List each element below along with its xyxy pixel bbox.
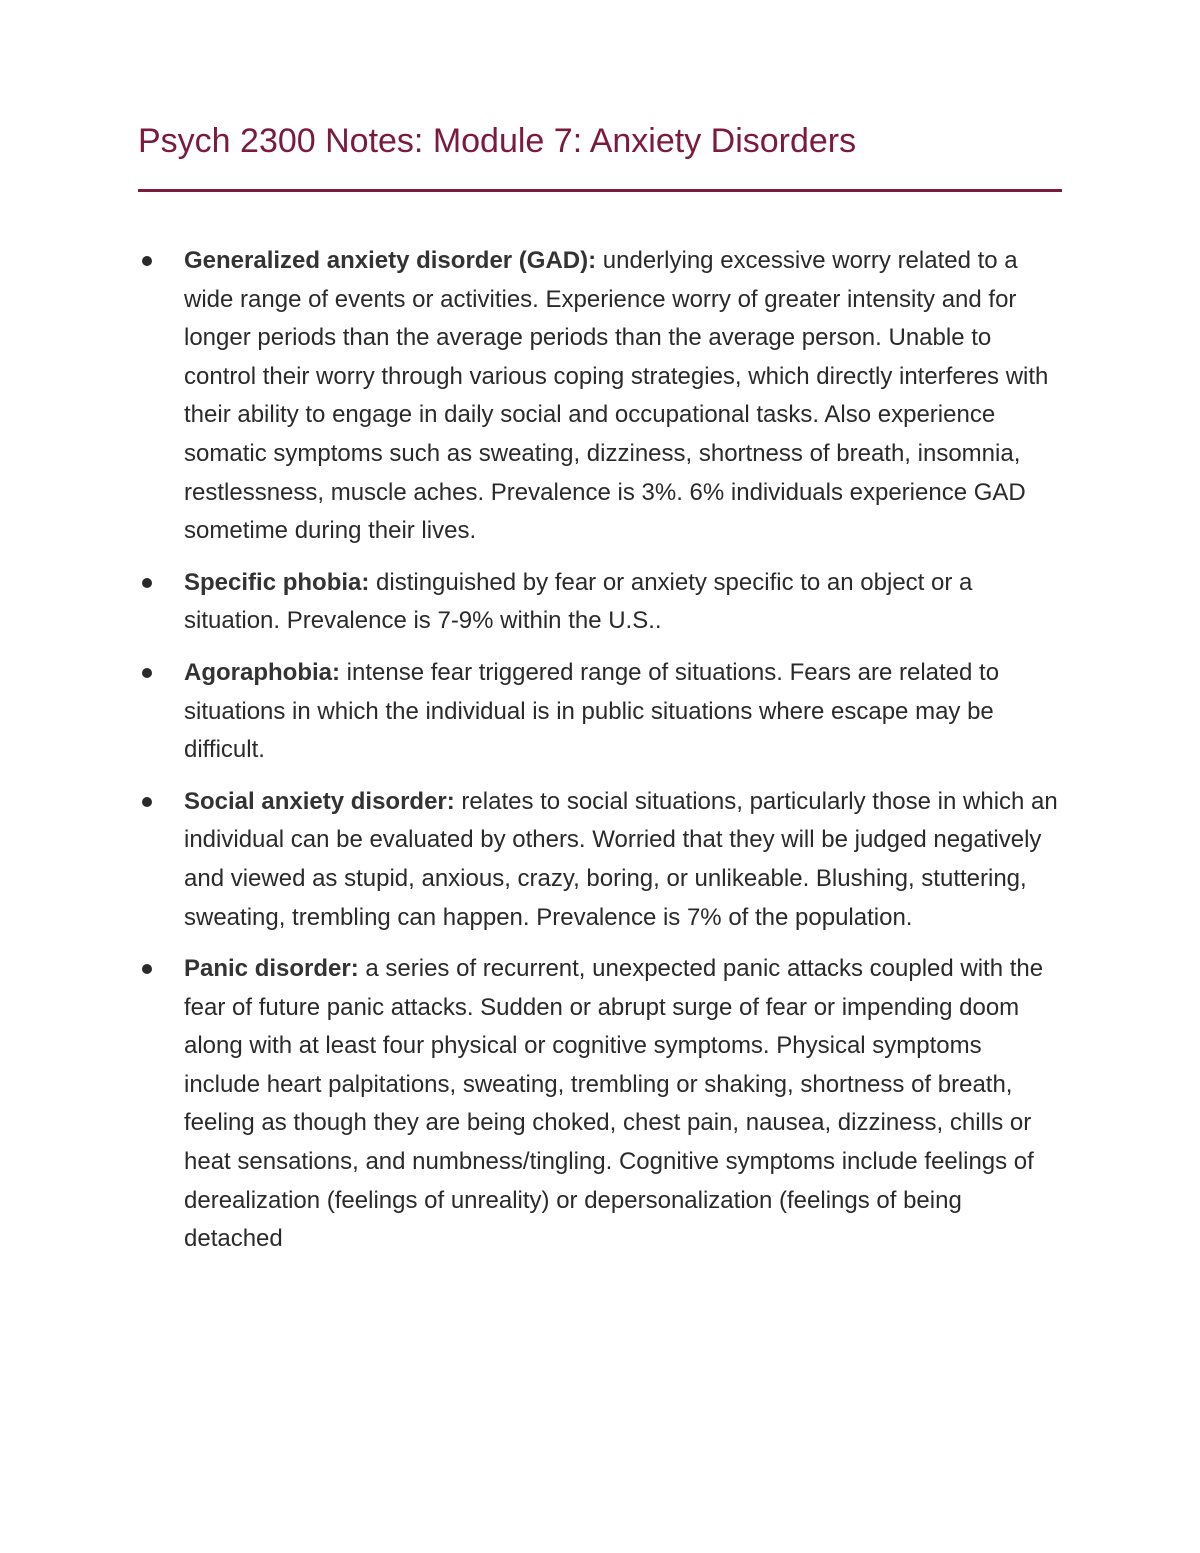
term-description: relates to social situations, particularly those in which an individual can be evaluated by others. Worried that they will be judged negatively and viewed as stupid, anxious, crazy, boring, or unlikeable. Blushing, stuttering, sweating, trembling can happen. Prevalence is 7% of the population. bbox=[184, 787, 1058, 931]
list-item-agoraphobia bbox=[184, 654, 1064, 770]
notes-list bbox=[184, 242, 1064, 1272]
term-description: distinguished by fear or anxiety specific to an object or a situation. Prevalence is 7-9% within the U.S.. bbox=[184, 568, 973, 635]
term-label: Specific phobia: bbox=[184, 568, 370, 596]
bullet-icon bbox=[142, 797, 152, 807]
bullet-icon bbox=[142, 578, 152, 588]
term-description: a series of recurrent, unexpected panic attacks coupled with the fear of future panic attacks. Sudden or abrupt surge of fear or impending doom along with at least four physical or cognitive symptoms. Physical symptoms include heart palpitations, sweating, trembling or shaking, shortness of breath, feeling as though they are being choked, chest pain, nausea, dizziness, chills or heat sensations, and numbness/tingling. Cognitive symptoms include feelings of derealization (feelings of unreality) or depersonalization (feelings of being detached bbox=[184, 955, 1044, 1253]
term-label: Social anxiety disorder: bbox=[184, 787, 455, 815]
term-label: Agoraphobia: bbox=[184, 658, 340, 686]
term-description: intense fear triggered range of situations. Fears are related to situations in which the individual is in public situations where escape may be difficult. bbox=[184, 658, 1000, 764]
bullet-icon bbox=[142, 964, 152, 974]
bullet-icon bbox=[142, 668, 152, 678]
term-label: Generalized anxiety disorder (GAD): bbox=[184, 247, 597, 274]
term-description: underlying excessive worry related to a wide range of events or activities. Experience worry of greater intensity and for longer periods than the average periods than the average person. Unable to control their worry through various coping strategies, which directly interferes with their ability to engage in daily social and occupational tasks. Also experience somatic symptoms such as sweating, dizziness, shortness of breath, insomnia, restlessness, muscle aches. Prevalence is 3%. 6% individuals experience GAD sometime during their lives. bbox=[184, 247, 1049, 545]
list-item-social-anxiety bbox=[184, 783, 1064, 937]
title-divider bbox=[138, 189, 1062, 192]
list-item-panic-disorder bbox=[184, 950, 1064, 1259]
page-title: Psych 2300 Notes: Module 7: Anxiety Disorders bbox=[138, 122, 857, 160]
bullet-icon bbox=[142, 256, 152, 266]
list-item-gad bbox=[184, 242, 1064, 551]
term-label: Panic disorder: bbox=[184, 955, 359, 983]
list-item-specific-phobia bbox=[184, 564, 1064, 641]
